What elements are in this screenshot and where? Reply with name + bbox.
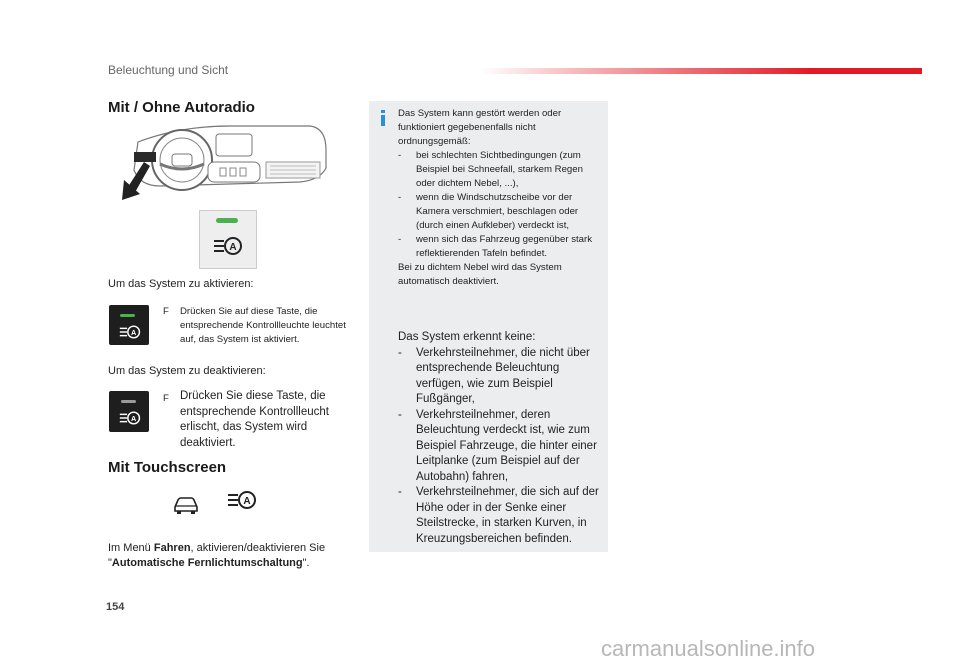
indicator-led-on (216, 218, 238, 223)
auto-high-beam-icon (226, 489, 258, 511)
info-intro: Das System kann gestört werden oder funktioniert gegebenenfalls nicht ordnungsgemäß: (398, 108, 562, 147)
deactivate-intro: Um das System zu deaktivieren: (108, 365, 266, 377)
section-header: Beleuchtung und Sicht (108, 63, 229, 77)
car-icon (172, 495, 200, 515)
menu-name: Fahren (153, 542, 191, 554)
watermark: carmanualsonline.info (601, 636, 816, 661)
dashboard-illustration (120, 120, 330, 202)
info-intro2: Das System erkennt keine: (398, 331, 536, 343)
switch-on-image (109, 305, 149, 345)
menu-function: Automatische Fernlichtumschaltung (111, 557, 303, 569)
indicator-led-on (120, 314, 135, 317)
bullet-marker: F (163, 306, 169, 317)
activate-intro: Um das System zu aktivieren: (108, 278, 254, 290)
menu-instruction (108, 541, 353, 571)
menu-prefix: Im Menü (108, 542, 154, 554)
list-item: - bei schlechten Sichtbedingungen (zum Beispiel bei Schneefall, starkem Regen oder dichtem Nebel, ...), (398, 150, 583, 189)
info-icon (380, 110, 386, 126)
list-item: - Verkehrsteilnehmer, die nicht über entsprechende Beleuchtung verfügen, wie zum Beispiel Fußgänger, (398, 346, 590, 405)
deactivate-step: Drücken Sie diese Taste, die entsprechende Kontrollleucht erlischt, das System wird deaktiviert. (180, 390, 329, 449)
svg-text:A: A (131, 413, 137, 423)
list-item: - wenn die Windschutzscheibe vor der Kamera verschmiert, beschlagen oder (durch einen Aufkleber) verdeckt ist, (398, 192, 579, 231)
activate-step: Drücken Sie auf diese Taste, die entsprechende Kontrollleuchte leuchtet auf, das System ist aktiviert. (180, 306, 346, 345)
info-warning-block (398, 107, 598, 289)
info-outro: Bei zu dichtem Nebel wird das System automatisch deaktiviert. (398, 262, 562, 287)
quote-close: ". (302, 557, 310, 569)
svg-text:A: A (229, 242, 237, 253)
heading-with-without-radio: Mit / Ohne Autoradio (108, 99, 255, 116)
auto-high-beam-icon (119, 324, 141, 340)
header-accent-bar (480, 68, 922, 74)
svg-text:A: A (243, 496, 251, 507)
svg-text:A: A (131, 327, 137, 337)
quote-open: " (108, 557, 112, 569)
auto-high-beam-icon (213, 235, 243, 257)
indicator-led-off (121, 400, 136, 403)
auto-beam-switch-image (199, 210, 257, 269)
auto-high-beam-icon (119, 410, 141, 426)
menu-middle: , aktivieren/deaktivieren Sie (190, 542, 326, 554)
heading-touchscreen: Mit Touchscreen (108, 459, 227, 476)
switch-off-image (109, 391, 149, 432)
list-item: - wenn sich das Fahrzeug gegenüber stark reflektierenden Tafeln befindet. (398, 234, 592, 259)
page-number: 154 (106, 601, 125, 613)
bullet-marker: F (163, 393, 169, 404)
info-limitations-block (398, 330, 602, 547)
list-item: - Verkehrsteilnehmer, deren Beleuchtung verdeckt ist, wie zum Beispiel Fahrzeuge, die hinter einer Leitplanke (zum Beispiel auf der Autobahn) fahren, (398, 408, 597, 483)
list-item: - Verkehrsteilnehmer, die sich auf der Höhe oder in der Senke einer Steilstrecke, in starken Kurven, in Kreuzungsbereichen befinden. (398, 486, 599, 545)
